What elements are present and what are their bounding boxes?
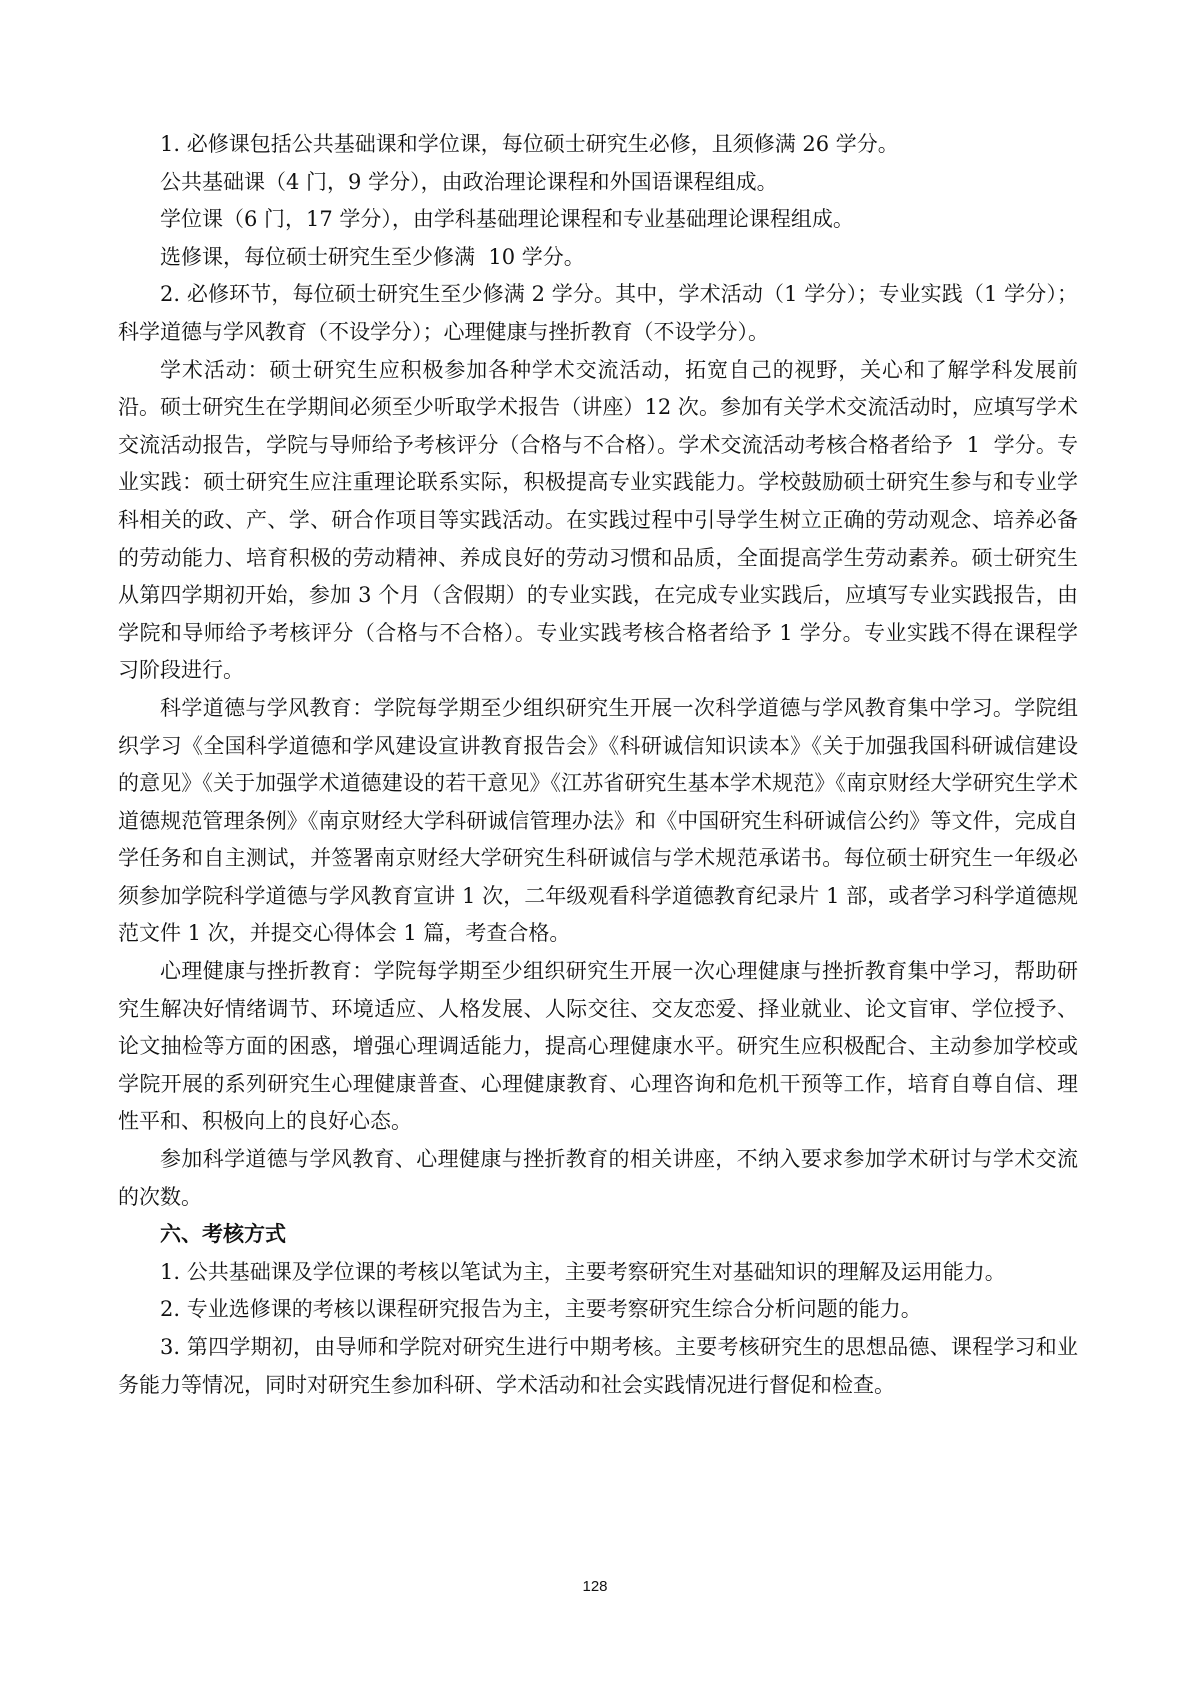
document-body [118,126,1078,1404]
assessment-item-2: 2. 专业选修课的考核以课程研究报告为主，主要考察研究生综合分析问题的能力。 [160,1297,922,1322]
paragraph-public-basic-courses: 公共基础课（4 门，9 学分），由政治理论课程和外国语课程组成。 [160,169,778,194]
assessment-item-3: 3. 第四学期初，由导师和学院对研究生进行中期考核。主要考核研究生的思想品德、课程学习和业务能力等情况，同时对研究生参加科研、学术活动和社会实践情况进行督促和检查。 [118,1335,1078,1397]
paragraph-mental-health: 心理健康与挫折教育：学院每学期至少组织研究生开展一次心理健康与挫折教育集中学习，帮助研究生解决好情绪调节、环境适应、人格发展、人际交往、交友恋爱、择业就业、论文盲审、学位授予、论文抽检等方面的困惑，增强心理调适能力，提高心理健康水平。研究生应积极配合、主动参加学校或学院开展的系列研究生心理健康普查、心理健康教育、心理咨询和危机干预等工作，培育自尊自信、理性平和、积极向上的良好心态。 [118,959,1078,1134]
paragraph-scientific-ethics: 科学道德与学风教育：学院每学期至少组织研究生开展一次科学道德与学风教育集中学习。学院组织学习《全国科学道德和学风建设宣讲教育报告会》《科研诚信知识读本》《关于加强我国科研诚信建设的意见》《关于加强学术道德建设的若干意见》《江苏省研究生基本学术规范》《南京财经大学研究生学术道德规范管理条例》《南京财经大学科研诚信管理办法》和《中国研究生科研诚信公约》等文件，完成自学任务和自主测试，并签署南京财经大学研究生科研诚信与学术规范承诺书。每位硕士研究生一年级必须参加学院科学道德与学风教育宣讲 1 次，二年级观看科学道德教育纪录片 1 部，或者学习科学道德规范文件 1 次，并提交心得体会 1 篇，考查合格。 [118,695,1078,946]
assessment-item-1: 1. 公共基础课及学位课的考核以笔试为主，主要考察研究生对基础知识的理解及运用能力。 [160,1259,1006,1284]
page-number: 128 [582,1578,608,1595]
paragraph-required-links: 2. 必修环节，每位硕士研究生至少修满 2 学分。其中，学术活动（1 学分）；专业实践（1 学分）；科学道德与学风教育（不设学分）；心理健康与挫折教育（不设学分）。 [118,282,1078,344]
paragraph-elective-courses: 选修课，每位硕士研究生至少修满 10 学分。 [160,244,585,269]
paragraph-degree-courses: 学位课（6 门，17 学分），由学科基础理论课程和专业基础理论课程组成。 [160,207,854,232]
paragraph-lecture-note: 参加科学道德与学风教育、心理健康与挫折教育的相关讲座，不纳入要求参加学术研讨与学术交流的次数。 [118,1147,1078,1209]
paragraph-academic-activities: 学术活动：硕士研究生应积极参加各种学术交流活动，拓宽自己的视野，关心和了解学科发展前沿。硕士研究生在学期间必须至少听取学术报告（讲座）12 次。参加有关学术交流活动时，应填写学术交流活动报告，学院与导师给予考核评分（合格与不合格）。学术交流活动考核合格者给予 1 学分。专业实践：硕士研究生应注重理论联系实际，积极提高专业实践能力。学校鼓励硕士研究生参与和专业学科相关的政、产、学、研合作项目等实践活动。在实践过程中引导学生树立正确的劳动观念、培养必备的劳动能力、培育积极的劳动精神、养成良好的劳动习惯和品质，全面提高学生劳动素养。硕士研究生从第四学期初开始，参加 3 个月（含假期）的专业实践，在完成专业实践后，应填写专业实践报告，由学院和导师给予考核评分（合格与不合格）。专业实践考核合格者给予 1 学分。专业实践不得在课程学习阶段进行。 [118,357,1078,683]
section-heading-assessment: 六、考核方式 [160,1222,286,1247]
paragraph-required-courses: 1. 必修课包括公共基础课和学位课，每位硕士研究生必修，且须修满 26 学分。 [160,132,899,156]
